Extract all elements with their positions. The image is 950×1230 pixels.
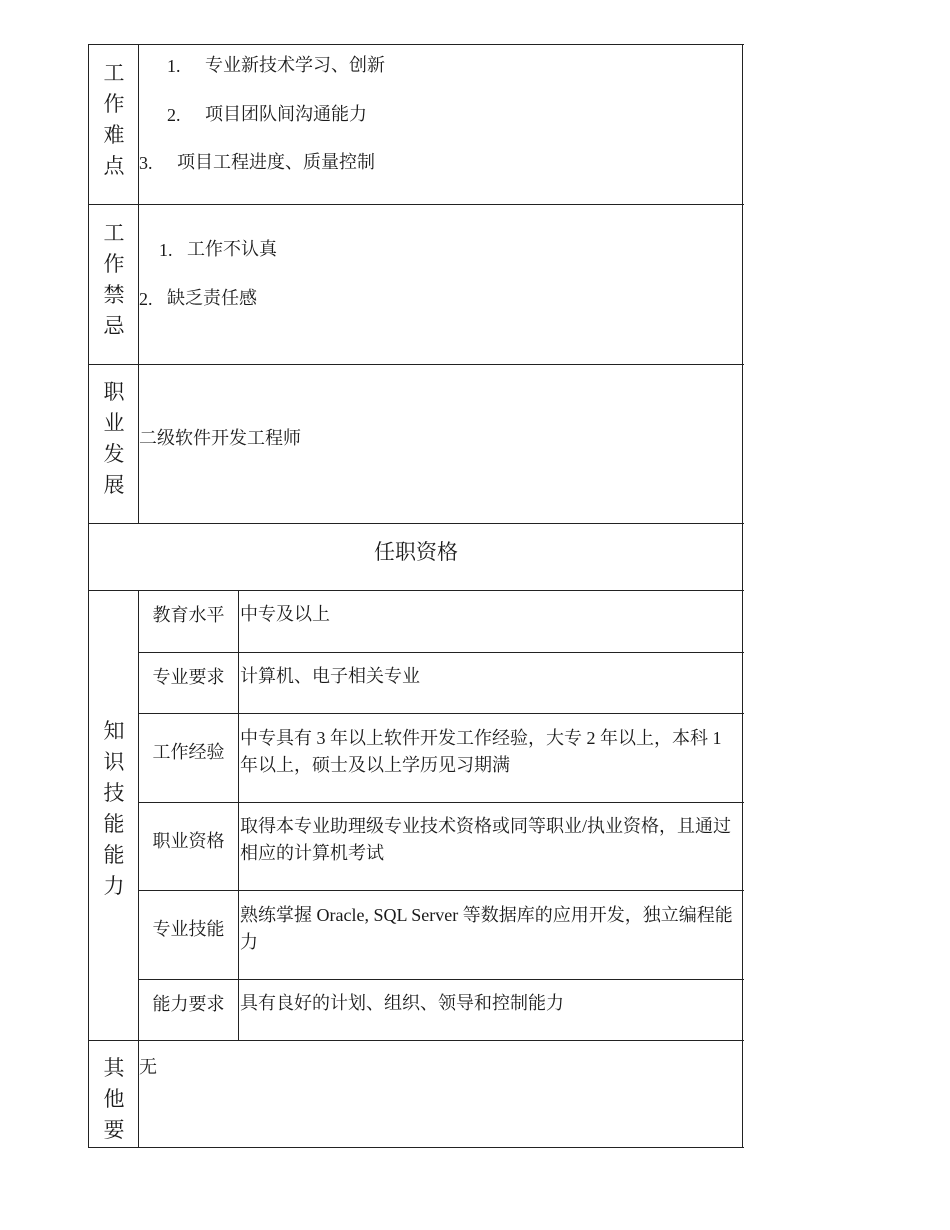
label-char: 业 — [103, 411, 125, 435]
table-border-top — [88, 44, 744, 45]
difficulty-label — [89, 58, 139, 182]
experience-label: 工作经验 — [152, 742, 225, 762]
label-char: 作 — [103, 92, 125, 116]
list-number: 3. — [139, 153, 153, 173]
row-divider — [88, 523, 744, 524]
label-char: 工 — [103, 221, 125, 245]
label-char: 要 — [103, 1118, 125, 1142]
label-char: 识 — [103, 750, 125, 774]
list-item-text: 项目团队间沟通能力 — [205, 104, 367, 124]
major-label: 专业要求 — [152, 667, 225, 687]
label-char: 点 — [103, 154, 125, 178]
professional-skills-value: 熟练掌握 Oracle, SQL Server 等数据库的应用开发，独立编程能力 — [240, 905, 733, 952]
column-divider — [238, 590, 239, 1041]
label-char: 他 — [103, 1087, 125, 1111]
experience-value: 中专具有 3 年以上软件开发工作经验，大专 2 年以上，本科 1 年以上，硕士及以上学历见习期满 — [240, 728, 722, 775]
table-border-bottom — [88, 1147, 744, 1148]
label-char: 禁 — [103, 283, 125, 307]
education-value: 中专及以上 — [240, 604, 330, 624]
row-divider — [88, 1040, 744, 1041]
label-char: 发 — [103, 442, 125, 466]
ability-value: 具有良好的计划、组织、领导和控制能力 — [240, 993, 564, 1013]
label-char: 工 — [103, 61, 125, 85]
row-divider — [88, 204, 744, 205]
row-divider — [139, 890, 744, 891]
section-title: 任职资格 — [374, 540, 458, 564]
label-char: 其 — [103, 1056, 125, 1080]
label-char: 知 — [103, 719, 125, 743]
certification-value: 取得本专业助理级专业技术资格或同等职业/执业资格，且通过相应的计算机考试 — [240, 816, 731, 863]
row-divider — [139, 979, 744, 980]
list-item-text: 缺乏责任感 — [167, 288, 257, 308]
row-divider — [139, 713, 744, 714]
major-value: 计算机、电子相关专业 — [240, 666, 420, 686]
label-char: 职 — [103, 380, 125, 404]
row-divider — [139, 652, 744, 653]
table-border-right — [742, 44, 743, 1148]
label-char: 能 — [103, 843, 125, 867]
table-border-left — [88, 44, 89, 1148]
label-char: 忌 — [103, 314, 125, 338]
label-char: 展 — [103, 473, 125, 497]
skills-group-label — [89, 716, 139, 902]
label-char: 技 — [103, 781, 125, 805]
label-char: 难 — [103, 123, 125, 147]
other-label — [89, 1053, 139, 1146]
professional-skills-label: 专业技能 — [152, 919, 225, 939]
education-label: 教育水平 — [152, 605, 225, 625]
list-number: 2. — [167, 105, 181, 125]
list-number: 1. — [159, 240, 173, 260]
list-number: 1. — [167, 56, 181, 76]
certification-label: 职业资格 — [152, 831, 225, 851]
list-item-text: 专业新技术学习、创新 — [205, 55, 385, 75]
other-value: 无 — [139, 1057, 157, 1077]
career-label — [89, 377, 139, 501]
list-item-text: 工作不认真 — [187, 239, 277, 259]
row-divider — [88, 590, 744, 591]
label-char: 作 — [103, 252, 125, 276]
row-divider — [88, 364, 744, 365]
career-value: 二级软件开发工程师 — [139, 428, 301, 448]
prohibitions-label — [89, 218, 139, 342]
list-number: 2. — [139, 289, 153, 309]
label-char: 能 — [103, 812, 125, 836]
row-divider — [139, 802, 744, 803]
list-item-text: 项目工程进度、质量控制 — [177, 152, 375, 172]
label-char: 力 — [103, 874, 125, 898]
ability-label: 能力要求 — [152, 994, 225, 1014]
